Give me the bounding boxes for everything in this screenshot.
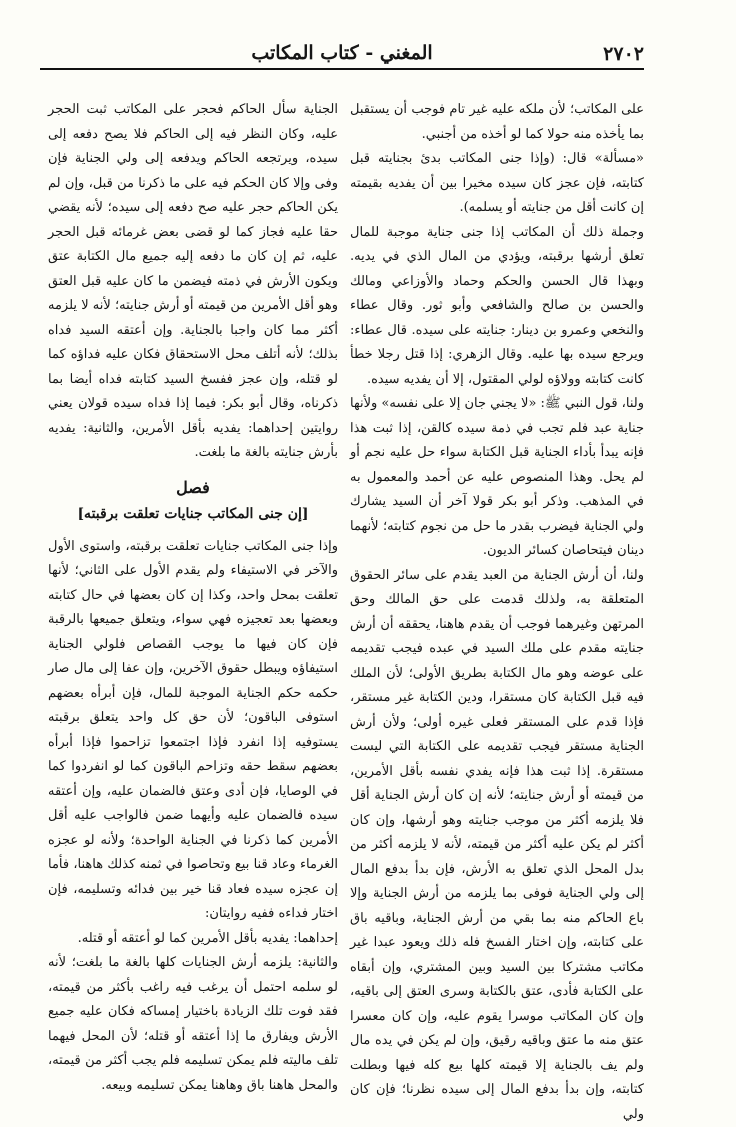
masala-paragraph: «مسألة» قال: (وإذا جنى المكاتب بدئ بجنايته قبل كتابته، فإن عجز كان سيده مخيرا بين أن يفديه بقيمته إن كانت أقل من جنايته أو يسلمه). (350, 147, 644, 221)
book-title: المغني (380, 42, 433, 64)
header-rule (40, 68, 644, 70)
paragraph: ولنا، أن أرش الجناية من العبد يقدم على سائر الحقوق المتعلقة به، ولذلك قدمت على حق المالك وحق المرتهن وغيرهما فوجب أن يقدم هاهنا، يحققه أن أرش جنايته مقدم على ملك السيد في عبده فيجب تقديمه على عوضه وهو مال الكتابة بطريق الأولى؛ لأن الملك فيه قبل الكتابة كان مستقرا، ودين الكتابة غير مستقر، فإذا قدم على المستقر فعلى غيره أولى؛ ولأن أرش الجناية مستقر فيجب تقديمه على الكتابة التي ليست مستقرة. إذا ثبت هذا فإنه يفدي نفسه بأقل الأمرين، من قيمته أو أرش جنايته؛ لأنه إن كان أرش الجناية أقل فلا يلزمه أكثر من موجب جنايته وهو أرشها، وإن كان أكثر لم يكن عليه أكثر من قيمته، لأنه لا يلزمه أكثر من بدل المحل الذي تعلق به الأرش، فإن بدأ بدفع المال إلى ولي الجناية فوفى بما يلزمه من أرش الجناية وإلا باع الحاكم منه بما بقي من أرش الجناية، وباقيه باق على كتابته، وإن اختار الفسخ فله ذلك ويعود عبدا غير مكاتب مشتركا بين السيد وبين المشتري، وإن أبقاه على الكتابة فأدى، عتق بالكتابة وسرى العتق إلى باقيه، وإن كان المكاتب موسرا يقوم عليه، وإن كان معسرا عتق منه ما عتق وباقيه رقيق، وإن لم يكن في يده مال ولم يف بالجناية إلا قيمته كلها بيع كله فيها وبطلت كتابته، وإن بدأ بدفع المال إلى سيده نظرنا؛ فإن كان ولي (350, 564, 644, 1127)
section-title: كتاب المكاتب (251, 42, 358, 64)
left-column (48, 98, 338, 1078)
right-column (350, 98, 644, 1078)
page-number: ٢٧٠٢ (603, 43, 644, 65)
fasl-subheading: [إن جنى المكاتب جنايات تعلقت برقبته] (48, 502, 338, 527)
page-header (40, 40, 644, 70)
list-item: إحداهما: يفديه بأقل الأمرين كما لو أعتقه أو قتله. (48, 927, 338, 952)
running-title (40, 42, 644, 64)
paragraph: وإذا جنى المكاتب جنايات تعلقت برقبته، واستوى الأول والآخر في الاستيفاء ولم يقدم الأول على الثاني؛ لأنها تعلقت بمحل واحد، وكذا إن كان بعضها في حال كتابته وبعضها بعد تعجيزه فهي سواء، ويتعلق جميعها بالرقبة فإن كان فيها ما يوجب القصاص فلولي الجناية استيفاؤه ويبطل حقوق الآخرين، وإن عفا إلى مال صار حكمه حكم الجناية الموجبة للمال، فإن أبرأه بعضهم استوفى الباقون؛ لأن حق كل واحد يتعلق برقبته يستوفيه إذا انفرد فإذا اجتمعوا تزاحموا فإذا أبرأه بعضهم سقط حقه وتزاحم الباقون كما لو انفردوا كما في الوصايا، فإن أدى وعتق فالضمان عليه، وإن أعتقه سيده فالضمان عليه وأيهما ضمن فالواجب عليه أقل الأمرين كما ذكرنا في الجناية الواحدة؛ ولأنه لو عجزه الغرماء وعاد قنا بيع وتحاصوا في ثمنه كذلك هاهنا، فأما إن عجزه سيده فعاد قنا خير بين فدائه وتسليمه، فإن اختار فداءه ففيه روايتان: (48, 535, 338, 927)
paragraph: ولنا، قول النبي ﷺ: «لا يجني جان إلا على نفسه» ولأنها جناية عبد فلم تجب في ذمة سيده كالقن، إذا ثبت هذا فإنه يبدأ بأداء الجناية قبل الكتابة سواء حل عليه نجم أو لم يحل. وهذا المنصوص عليه عن أحمد والمعمول به في المذهب. وذكر أبو بكر قولا آخر أن السيد يشارك ولي الجناية فيضرب بقدر ما حل من نجوم كتابته؛ لأنهما دينان فيتحاصان كسائر الديون. (350, 392, 644, 564)
list-item: والثانية: يلزمه أرش الجنايات كلها بالغة ما بلغت؛ لأنه لو سلمه احتمل أن يرغب فيه راغب بأكثر من قيمته، فقد فوت تلك الزيادة باختيار إمساكه فكان عليه جميع الأرش ويفارق ما إذا أعتقه أو قتله؛ لأن المحل فيهما تلف ماليته فلم يمكن تسليمه فلم يجب أكثر من قيمته، والمحل هاهنا باق وهاهنا يمكن تسليمه وبيعه. (48, 951, 338, 1098)
paragraph: الجناية سأل الحاكم فحجر على المكاتب ثبت الحجر عليه، وكان النظر فيه إلى الحاكم فلا يصح دفعه إلى سيده، ويرتجعه الحاكم ويدفعه إلى ولي الجناية فإن وفى وإلا كان الحكم فيه على ما ذكرنا من قبل، وإن لم يكن الحاكم حجر عليه صح دفعه إلى سيده؛ لأنه يقضي حقا عليه فجاز كما لو قضى بعض غرمائه قبل الحجر عليه، ثم إن كان ما دفعه إليه جميع مال الكتابة عتق ويكون الأرش في ذمته فيضمن ما كان عليه قبل العتق وهو أقل الأمرين من قيمته أو أرش جنايته؛ لأنه لا يلزمه أكثر مما كان واجبا بالجناية. وإن أعتقه السيد فداه بذلك؛ لأنه أتلف محل الاستحقاق فكان عليه فداؤه كما لو قتله، وإن عجز ففسخ السيد كتابته فداه أيضا بما ذكرناه، وقال أبو بكر: فيما إذا فداه سيده قولان يعني روايتين إحداهما: يفديه بأقل الأمرين، والثانية: يفديه بأرش جنايته بالغة ما بلغت. (48, 98, 338, 466)
fasl-heading: فصل (48, 476, 338, 501)
paragraph: على المكاتب؛ لأن ملكه عليه غير تام فوجب أن يستقبل بما يأخذه منه حولا كما لو أخذه من أجنبي. (350, 98, 644, 147)
title-separator: - (359, 42, 380, 64)
paragraph: وجملة ذلك أن المكاتب إذا جنى جناية موجبة للمال تعلق أرشها برقبته، ويؤدي من المال الذي في يديه. وبهذا قال الحسن والحكم وحماد والأوزاعي ومالك والحسن بن صالح والشافعي وأبو ثور. وقال عطاء والنخعي وعمرو بن دينار: جنايته على سيده. قال عطاء: ويرجع سيده بها عليه. وقال الزهري: إذا قتل رجلا خطأ كانت كتابته وولاؤه لولي المقتول، إلا أن يفديه سيده. (350, 221, 644, 393)
